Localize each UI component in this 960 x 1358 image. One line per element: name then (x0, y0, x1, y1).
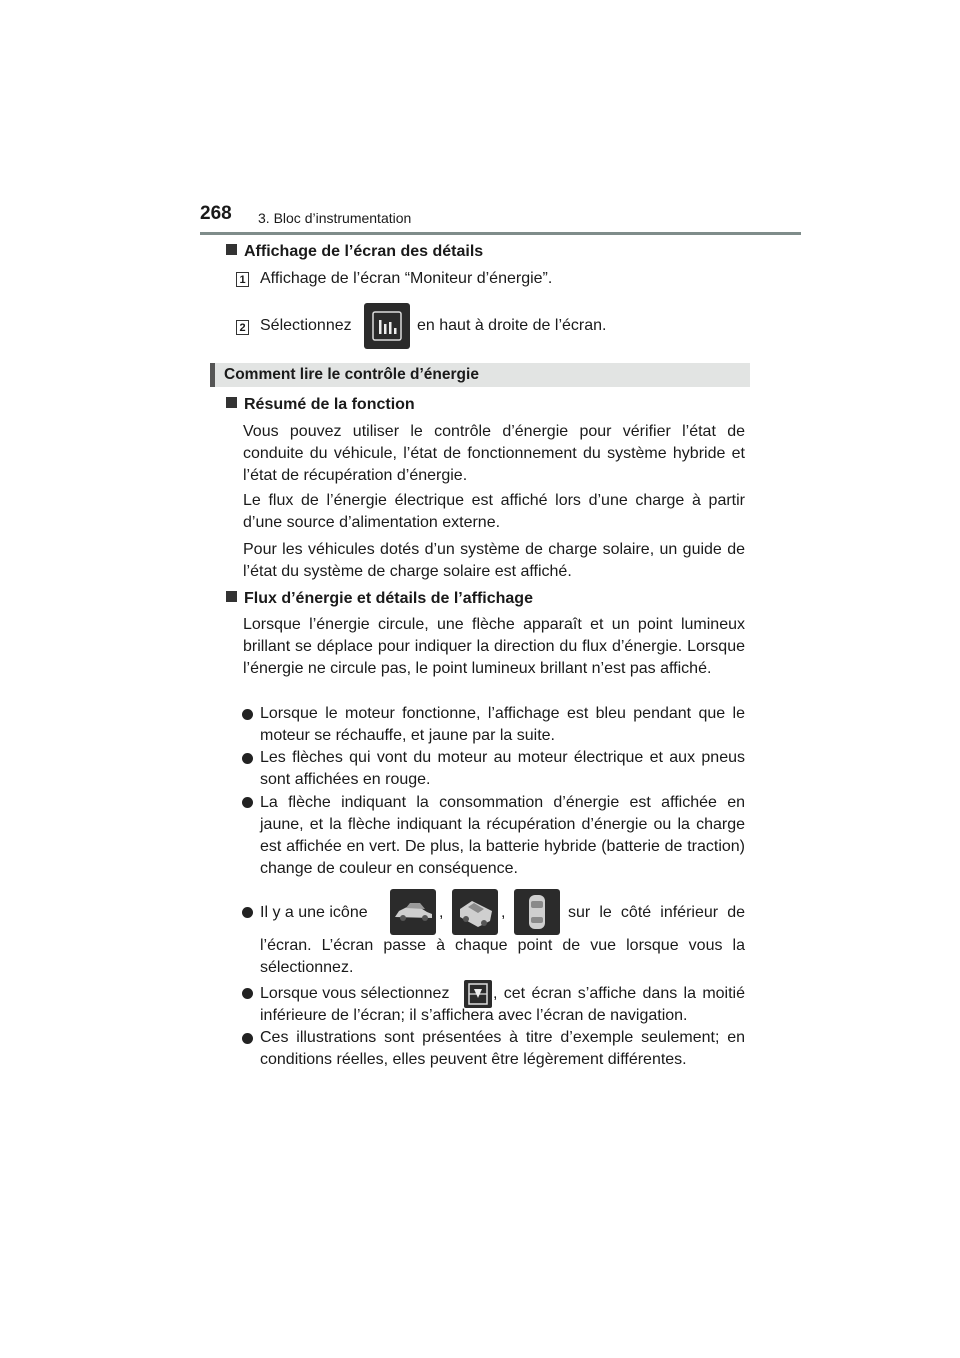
bullet-dot (242, 709, 253, 720)
car-angled-view-icon (452, 889, 498, 935)
square-bullet-icon (226, 591, 237, 602)
section-title: Comment lire le contrôle d’énergie (224, 366, 479, 383)
section-header-accent (210, 363, 215, 387)
chapter-title: 3. Bloc d’instrumentation (258, 210, 412, 226)
header-rule (200, 232, 801, 235)
step-2-text-before: Sélectionnez (260, 317, 352, 334)
summary-paragraph-1: Vous pouvez utiliser le contrôle d’énergie pour vérifier l’état de conduite du véhicule, l’état de fonctionnement du système hybride et l’état de récupération d’énergie. (243, 423, 745, 484)
details-heading (226, 243, 483, 261)
summary-heading (226, 396, 415, 414)
icon-bullet-rest: l’écran. L’écran passe à chaque point de vue lorsque vous la sélectionnez. (260, 937, 745, 976)
bar-chart-icon (364, 303, 410, 349)
icon-bullet-before: Il y a une icône (260, 904, 368, 921)
flow-bullet-3: La flèche indiquant la consommation d’énergie est affichée en jaune, et la flèche indiquant la récupération d’énergie ou la charge est affichée en vert. De plus, la batterie hybride (batterie de traction) change de couleur en conséquence. (260, 794, 745, 877)
bullet-dot (242, 797, 253, 808)
square-bullet-icon (226, 244, 237, 255)
nav-bullet-after: , cet écran s’affiche dans la moitié inférieure de l’écran; il s’affichera avec l’écran de navigation. (260, 985, 745, 1024)
flow-bullet-2: Les flèches qui vont du moteur au moteur électrique et aux pneus sont affichées en rouge. (260, 749, 745, 788)
car-side-view-icon (390, 889, 436, 935)
summary-paragraph-2: Le flux de l’énergie électrique est affiché lors d’une charge à partir d’une source d’alimentation externe. (243, 492, 745, 531)
bullet-dot (242, 907, 253, 918)
summary-paragraph-3: Pour les véhicules dotés d’un système de charge solaire, un guide de l’état du système de charge solaire est affiché. (243, 541, 745, 580)
step-badge-1: 1 (236, 272, 249, 287)
flow-bullet-1: Lorsque le moteur fonctionne, l’affichage est bleu pendant que le moteur se réchauffe, et jaune par la suite. (260, 705, 745, 744)
step-badge-2: 2 (236, 320, 249, 335)
flow-last-bullet: Ces illustrations sont présentées à titre d’exemple seulement; en conditions réelles, elles peuvent être légèrement différentes. (260, 1029, 745, 1068)
page-number: 268 (200, 203, 232, 224)
step-2-text-after: en haut à droite de l’écran. (417, 317, 607, 334)
nav-bullet-before: Lorsque vous sélectionnez (260, 985, 450, 1002)
flow-intro: Lorsque l’énergie circule, une flèche apparaît et un point lumineux brillant se déplace pour indiquer la direction du flux d’énergie. Lorsque l’énergie ne circule pas, le point lumineux brillant n’est pas affiché. (243, 616, 745, 677)
details-heading-text: Affichage de l’écran des détails (244, 243, 484, 260)
icon-separator: , (439, 904, 444, 921)
bullet-dot (242, 753, 253, 764)
flow-heading-text: Flux d’énergie et détails de l’affichage (244, 590, 533, 607)
icon-separator: , (501, 904, 506, 921)
bullet-dot (242, 988, 253, 999)
square-bullet-icon (226, 397, 237, 408)
summary-heading-text: Résumé de la fonction (244, 396, 415, 413)
car-top-view-icon (514, 889, 560, 935)
step-1-text: Affichage de l’écran “Moniteur d’énergie”. (260, 270, 553, 287)
icon-bullet-after: sur le côté inférieur de (568, 904, 745, 921)
bullet-dot (242, 1033, 253, 1044)
flow-heading (226, 590, 533, 608)
